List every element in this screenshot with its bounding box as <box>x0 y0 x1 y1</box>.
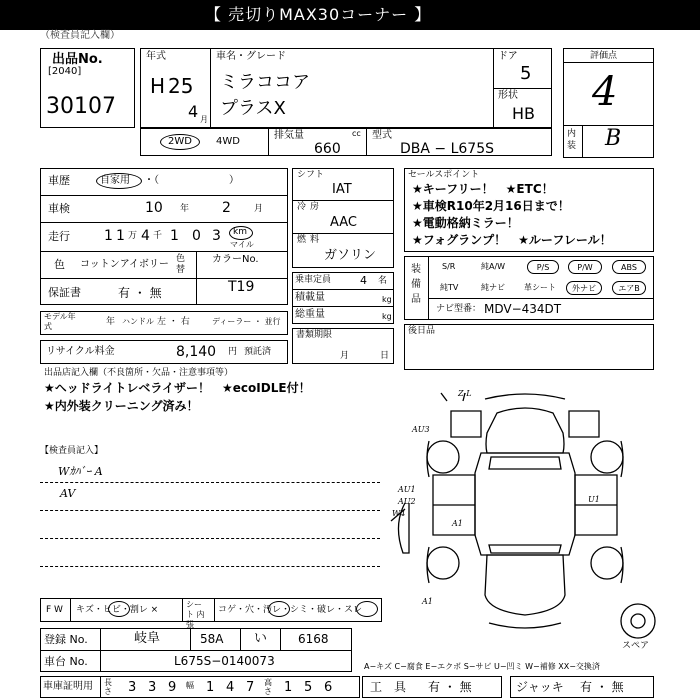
diag-mark-u1: U1 <box>588 495 600 504</box>
warranty-value: 有 ・ 無 <box>118 286 162 300</box>
score-label: 評価点 <box>590 51 618 61</box>
fuel-value: ガソリン <box>324 248 377 263</box>
cert-width-1: 1 <box>206 680 215 695</box>
lot-number: 30107 <box>46 94 116 119</box>
later-box <box>404 324 654 370</box>
equip-aw: 純A/W <box>481 262 506 271</box>
ac-value: AAC <box>330 215 357 230</box>
ac-label: 冷房 <box>297 202 324 212</box>
mileage-unit-man: 万 <box>128 231 138 241</box>
reg-number: 6168 <box>298 632 329 646</box>
weight-unit: kg <box>382 312 392 321</box>
model-grade: プラスX <box>220 98 286 119</box>
fw-items2: コゲ・穴・汚レ・シミ・破レ・スレ <box>218 605 363 615</box>
remarks-line-2: ★内外装クリーニング済み！ <box>44 399 199 413</box>
drive-2wd: 2WD <box>168 136 192 147</box>
cert-len-3: 9 <box>168 680 177 695</box>
tools-value: 有 ・ 無 <box>428 680 472 694</box>
load-unit: kg <box>382 295 392 304</box>
color-change: 色替 <box>176 254 186 275</box>
mileage-d1: 1 <box>104 228 113 244</box>
model-year-handle: ハンドル <box>122 317 154 326</box>
year-era: H <box>150 74 166 98</box>
colorno-value: T19 <box>228 279 255 295</box>
inspector-note-1: Wｶﾊﾞｰ A <box>58 465 103 478</box>
diag-mark-a1-right: A1 <box>422 597 433 606</box>
body-value: HB <box>512 104 536 123</box>
chassis-value: L675S−0140073 <box>174 654 275 668</box>
cert-width-2: 4 <box>226 680 235 695</box>
recycle-unit: 円 <box>228 347 238 357</box>
sales-line-4: ★フォグランプ！ ★ルーフレール！ <box>412 233 612 247</box>
doors-value: 5 <box>520 63 532 84</box>
fw-circle-1 <box>108 601 130 617</box>
body-label: 形状 <box>498 90 518 101</box>
drive-4wd: 4WD <box>216 136 240 147</box>
cert-width: 幅 <box>186 681 194 690</box>
equip-ps: P/S <box>527 260 559 274</box>
jack-value: 有 ・ 無 <box>580 680 624 694</box>
history-label: 車歴 <box>48 174 70 187</box>
colorno-label: カラーNo. <box>212 254 259 265</box>
equip-tv: 純TV <box>440 283 459 292</box>
navi-label: ナビ型番： <box>436 304 482 314</box>
doors-label: ドア <box>498 51 518 62</box>
inspector-label: 【検査員記入】 <box>40 446 104 456</box>
recycle-value: 8,140 <box>176 344 217 360</box>
color-label: 色 <box>54 258 65 271</box>
fw-label: F W <box>46 605 63 615</box>
banner-text: 【 売切りMAX30コーナー 】 <box>205 5 432 24</box>
docs-unit: 月 <box>340 351 350 361</box>
load-label: 積載量 <box>295 292 325 303</box>
equip-navi: 純ナビ <box>481 283 505 292</box>
type-value: DBA − L675S <box>400 141 495 157</box>
model-year-dealer: ディーラー ・ 並行 <box>212 317 281 326</box>
type-label: 型式 <box>372 130 392 141</box>
capacity-value: 4 <box>360 274 367 287</box>
mileage-d3: 4 <box>141 228 150 244</box>
model-year-label: モデル年式 <box>44 312 76 331</box>
tools-label: 工 具 <box>370 680 407 694</box>
diag-mark-zl: Z-L <box>458 389 472 398</box>
shift-value: IAT <box>332 182 352 197</box>
diag-mark-au3: AU3 <box>412 425 430 434</box>
equip-leather: 革シート <box>524 283 556 292</box>
cert-width-3: 7 <box>246 680 255 695</box>
remarks-label: 出品店記入欄（不良箇所・欠品・注意事項等） <box>44 368 234 378</box>
remarks-line-1: ★ヘッドライトレベライザー！ ★ecoIDLE付！ <box>44 381 311 395</box>
damage-legend: A−キズ C−腐食 E−エクボ S−サビ U−凹ミ W−補修 XX−交換済 <box>364 662 600 671</box>
equip-airbag: エアB <box>612 281 646 295</box>
cert-label: 車庫証明用 <box>43 681 93 692</box>
docs-unit2: 日 <box>380 351 390 361</box>
sales-line-3: ★電動格納ミラー！ <box>412 216 519 230</box>
reg-label: 登録 No. <box>44 633 88 646</box>
model-name: ミラココア <box>220 72 310 93</box>
navi-value: MDV−434DT <box>484 302 562 316</box>
cert-height: 高さ <box>264 678 272 696</box>
mileage-unit-km: km <box>233 227 247 237</box>
fw-circle-3 <box>356 601 378 617</box>
mileage-d2: 1 <box>116 228 125 244</box>
model-year-year: 年 <box>106 317 116 327</box>
model-label: 車名・グレード <box>216 51 286 62</box>
color-value: コットンアイボリー <box>80 259 169 270</box>
displacement-label: 排気量 <box>274 130 304 141</box>
inspection-month-unit: 月 <box>254 204 264 214</box>
history-rest: ・（ ） <box>144 175 239 186</box>
equip-abs: ABS <box>612 260 646 274</box>
capacity-label: 乗車定員 <box>295 275 332 285</box>
top-note: （検査員記入欄） <box>40 30 120 41</box>
reg-place: 岐阜 <box>134 631 161 646</box>
cert-len-1: 3 <box>128 680 137 695</box>
displacement-unit: cc <box>352 129 361 138</box>
fw-circle-2 <box>268 601 290 617</box>
inspection-year-unit: 年 <box>180 204 190 214</box>
cert-len-2: 3 <box>148 680 157 695</box>
sales-line-1: ★キーフリー！ ★ETC！ <box>412 182 554 196</box>
fuel-label: 燃料 <box>297 235 324 245</box>
chassis-label: 車台 No. <box>44 655 88 668</box>
capacity-unit: 名 <box>378 276 388 286</box>
cert-len: 長さ <box>104 678 112 696</box>
warranty-label: 保証書 <box>48 286 81 299</box>
mileage-d5: 0 <box>192 228 201 244</box>
mileage-label: 走行 <box>48 230 70 243</box>
lot-label: 出品No. <box>52 52 103 67</box>
spare-label: スペア <box>622 641 650 651</box>
cert-height-1: 1 <box>284 680 293 695</box>
interior-label: 内装 <box>567 129 577 151</box>
jack-label: ジャッキ <box>516 680 564 694</box>
diag-mark-au2: AU2 <box>398 497 416 506</box>
cert-height-3: 6 <box>324 680 333 695</box>
mileage-unit-sen: 千 <box>153 231 163 241</box>
mileage-d4: 1 <box>170 228 179 244</box>
recycle-note: 預託済 <box>244 347 272 357</box>
year-label: 年式 <box>146 51 166 62</box>
inspection-year: 10 <box>145 200 163 216</box>
year-month: 4 <box>188 102 199 121</box>
equip-label: 装備品 <box>411 264 421 305</box>
diag-mark-w4: W4 <box>392 509 406 518</box>
later-label: 後日品 <box>408 326 436 336</box>
history-value: 自家用 <box>100 175 130 186</box>
docs-label: 書類期限 <box>296 330 333 340</box>
reg-class: 58A <box>200 632 224 646</box>
interior-value: B <box>605 126 622 151</box>
lot-sub: [2040] <box>48 66 82 77</box>
mileage-d6: 3 <box>212 228 221 244</box>
year-value: 25 <box>168 74 194 98</box>
model-year-lr: 左 ・ 右 <box>157 317 190 327</box>
sales-label: セールスポイント <box>408 170 480 180</box>
weight-label: 総重量 <box>295 309 325 320</box>
equip-sr: S/R <box>442 262 456 271</box>
equip-ext-navi: 外ナビ <box>566 281 602 295</box>
inspection-label: 車検 <box>48 202 70 215</box>
cert-height-2: 5 <box>304 680 313 695</box>
diag-mark-a1-left: A1 <box>452 519 463 528</box>
year-month-unit: 月 <box>200 115 208 124</box>
fw-items: キズ・ヒビ・割レ × <box>76 605 159 615</box>
fw-sheet: シート 内張 <box>186 600 205 629</box>
inspector-note-2: AV <box>60 487 76 500</box>
equip-pw: P/W <box>568 260 602 274</box>
mileage-unit-mile: マイル <box>230 240 254 249</box>
score-value: 4 <box>592 69 618 115</box>
diag-mark-au1: AU1 <box>398 485 416 494</box>
reg-kana: い <box>254 631 268 646</box>
recycle-label: リサイクル料金 <box>46 346 115 357</box>
sales-line-2: ★車検R10年2月16日まで！ <box>412 199 570 213</box>
displacement-value: 660 <box>314 141 341 157</box>
inspection-month: 2 <box>222 200 231 216</box>
shift-label: シフト <box>297 170 325 180</box>
